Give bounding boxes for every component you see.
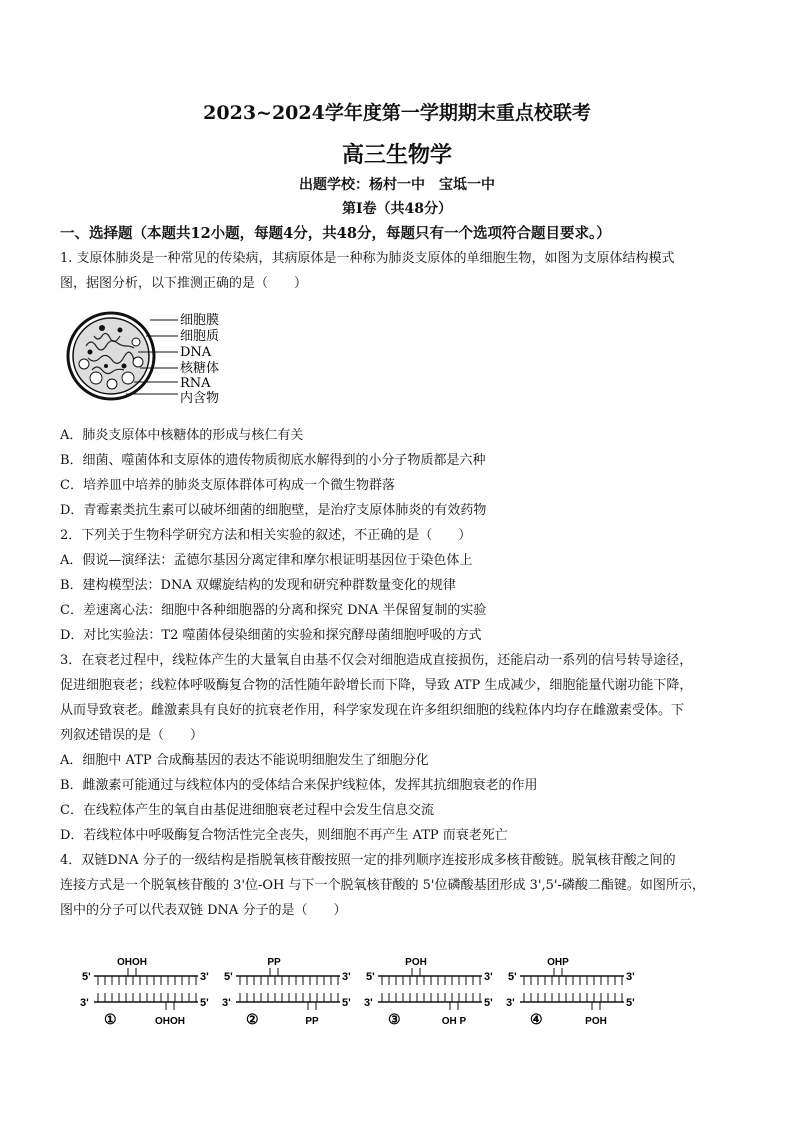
exam-title: 2023~2024学年度第一学期期末重点校联考	[203, 102, 591, 124]
end-5-label: 5'	[200, 997, 209, 1009]
end-5-label: 5'	[626, 997, 635, 1009]
volume-heading: 第Ⅰ卷（共48分）	[341, 201, 453, 217]
end-3-label: 3'	[484, 971, 493, 983]
q3-stem-line4: 列叙述错误的是（ ）	[60, 728, 204, 743]
end-3-label: 3'	[506, 997, 515, 1009]
subject-title: 高三生物学	[341, 142, 452, 168]
figure-number: ①	[104, 1011, 117, 1027]
end-5-label: 5'	[342, 997, 351, 1009]
q3-option-d: D．若线粒体中呼吸酶复合物活性完全丧失，则细胞不再产生 ATP 而衰老死亡	[60, 828, 508, 843]
end-3-label: 3'	[80, 997, 89, 1009]
label-inclusion: 内含物	[180, 391, 220, 406]
bottom-end-label: PP	[305, 1016, 319, 1027]
q4-stem-line3: 图中的分子可以代表双链 DNA 分子的是（ ）	[60, 903, 347, 918]
q4-stem-line1: 4．双链DNA 分子的一级结构是指脱氧核苷酸按照一定的排列顺序连接形成多核苷酸链。脱氧核苷酸之间的	[60, 853, 676, 868]
q3-stem-line3: 从而导致衰老。雌激素具有良好的抗衰老作用，科学家发现在许多组织细胞的线粒体内均存在雌激素受体。下	[60, 703, 685, 718]
label-membrane: 细胞膜	[180, 313, 220, 328]
q1-option-a: A．肺炎支原体中核糖体的形成与核仁有关	[60, 428, 304, 443]
q2-stem: 2．下列关于生物科学研究方法和相关实验的叙述，不正确的是（ ）	[60, 528, 472, 543]
label-dna: DNA	[180, 345, 212, 360]
end-3-label: 3'	[626, 971, 635, 983]
q1-option-d: D．青霉素类抗生素可以破坏细菌的细胞壁，是治疗支原体肺炎的有效药物	[60, 503, 487, 518]
bottom-end-label: OHOH	[155, 1016, 185, 1027]
end-3-label: 3'	[222, 997, 231, 1009]
q4-stem-line2: 连接方式是一个脱氧核苷酸的 3'位-OH 与下一个脱氧核苷酸的 5'位磷酸基团形成 3',5'-磷酸二酯键。如图所示，	[60, 878, 705, 893]
q1-stem-line2: 图，据图分析，以下推测正确的是（ ）	[60, 276, 308, 291]
q3-option-c: C．在线粒体产生的氧自由基促进细胞衰老过程中会发生信息交流	[60, 803, 434, 818]
q1-option-b: B．细菌、噬菌体和支原体的遗传物质彻底水解得到的小分子物质都是六种	[60, 453, 486, 468]
q1-option-c: C．培养皿中培养的肺炎支原体群体可构成一个微生物群落	[60, 478, 395, 493]
end-5-label: 5'	[366, 971, 375, 983]
top-end-label: PP	[267, 957, 281, 968]
q3-stem-line1: 3．在衰老过程中，线粒体产生的大量氧自由基不仅会对细胞造成直接损伤，还能启动一系列的信号转导途径，	[60, 653, 693, 668]
end-3-label: 3'	[200, 971, 209, 983]
q3-option-a: A．细胞中 ATP 合成酶基因的表达不能说明细胞发生了细胞分化	[60, 753, 429, 768]
bottom-end-label: OH P	[441, 1016, 467, 1027]
mycoplasma-structure-figure	[66, 306, 246, 406]
q2-option-d: D．对比实验法：T2 噬菌体侵染细菌的实验和探究酵母菌细胞呼吸的方式	[60, 628, 482, 643]
figure-number: ④	[530, 1011, 543, 1027]
end-3-label: 3'	[342, 971, 351, 983]
q3-option-b: B．雌激素可能通过与线粒体内的受体结合来保护线粒体，发挥其抗细胞衰老的作用	[60, 778, 538, 793]
label-rna: RNA	[180, 376, 211, 391]
top-end-label: OHP	[547, 957, 569, 968]
end-5-label: 5'	[508, 971, 517, 983]
end-3-label: 3'	[364, 997, 373, 1009]
top-end-label: OHOH	[117, 957, 147, 968]
figure-number: ②	[246, 1011, 259, 1027]
bottom-end-label: POH	[585, 1016, 607, 1027]
q2-option-a: A．假说—演绎法：孟德尔基因分离定律和摩尔根证明基因位于染色体上	[60, 553, 473, 568]
end-5-label: 5'	[224, 971, 233, 983]
end-5-label: 5'	[82, 971, 91, 983]
label-cytoplasm: 细胞质	[180, 329, 220, 344]
figure-number: ③	[388, 1011, 401, 1027]
schools-line: 出题学校：杨村一中 宝坻一中	[299, 177, 495, 193]
q2-option-c: C．差速离心法：细胞中各种细胞器的分离和探究 DNA 半保留复制的实验	[60, 603, 487, 618]
q3-stem-line2: 促进细胞衰老；线粒体呼吸酶复合物的活性随年龄增长而下降，导致 ATP 生成减少，细胞能量代谢功能下降，	[60, 678, 693, 693]
section-heading: 一、选择题（本题共12小题，每题4分，共48分，每题只有一个选项符合题目要求。）	[60, 225, 611, 242]
dna-strands-figure	[76, 946, 636, 1036]
q1-stem-line1: 1. 支原体肺炎是一种常见的传染病，其病原体是一种称为肺炎支原体的单细胞生物，如图为支原体结构模式	[60, 251, 675, 266]
q2-option-b: B．建构模型法：DNA 双螺旋结构的发现和研究种群数量变化的规律	[60, 578, 456, 593]
top-end-label: POH	[405, 957, 427, 968]
label-ribosome: 核糖体	[180, 361, 220, 376]
end-5-label: 5'	[484, 997, 493, 1009]
